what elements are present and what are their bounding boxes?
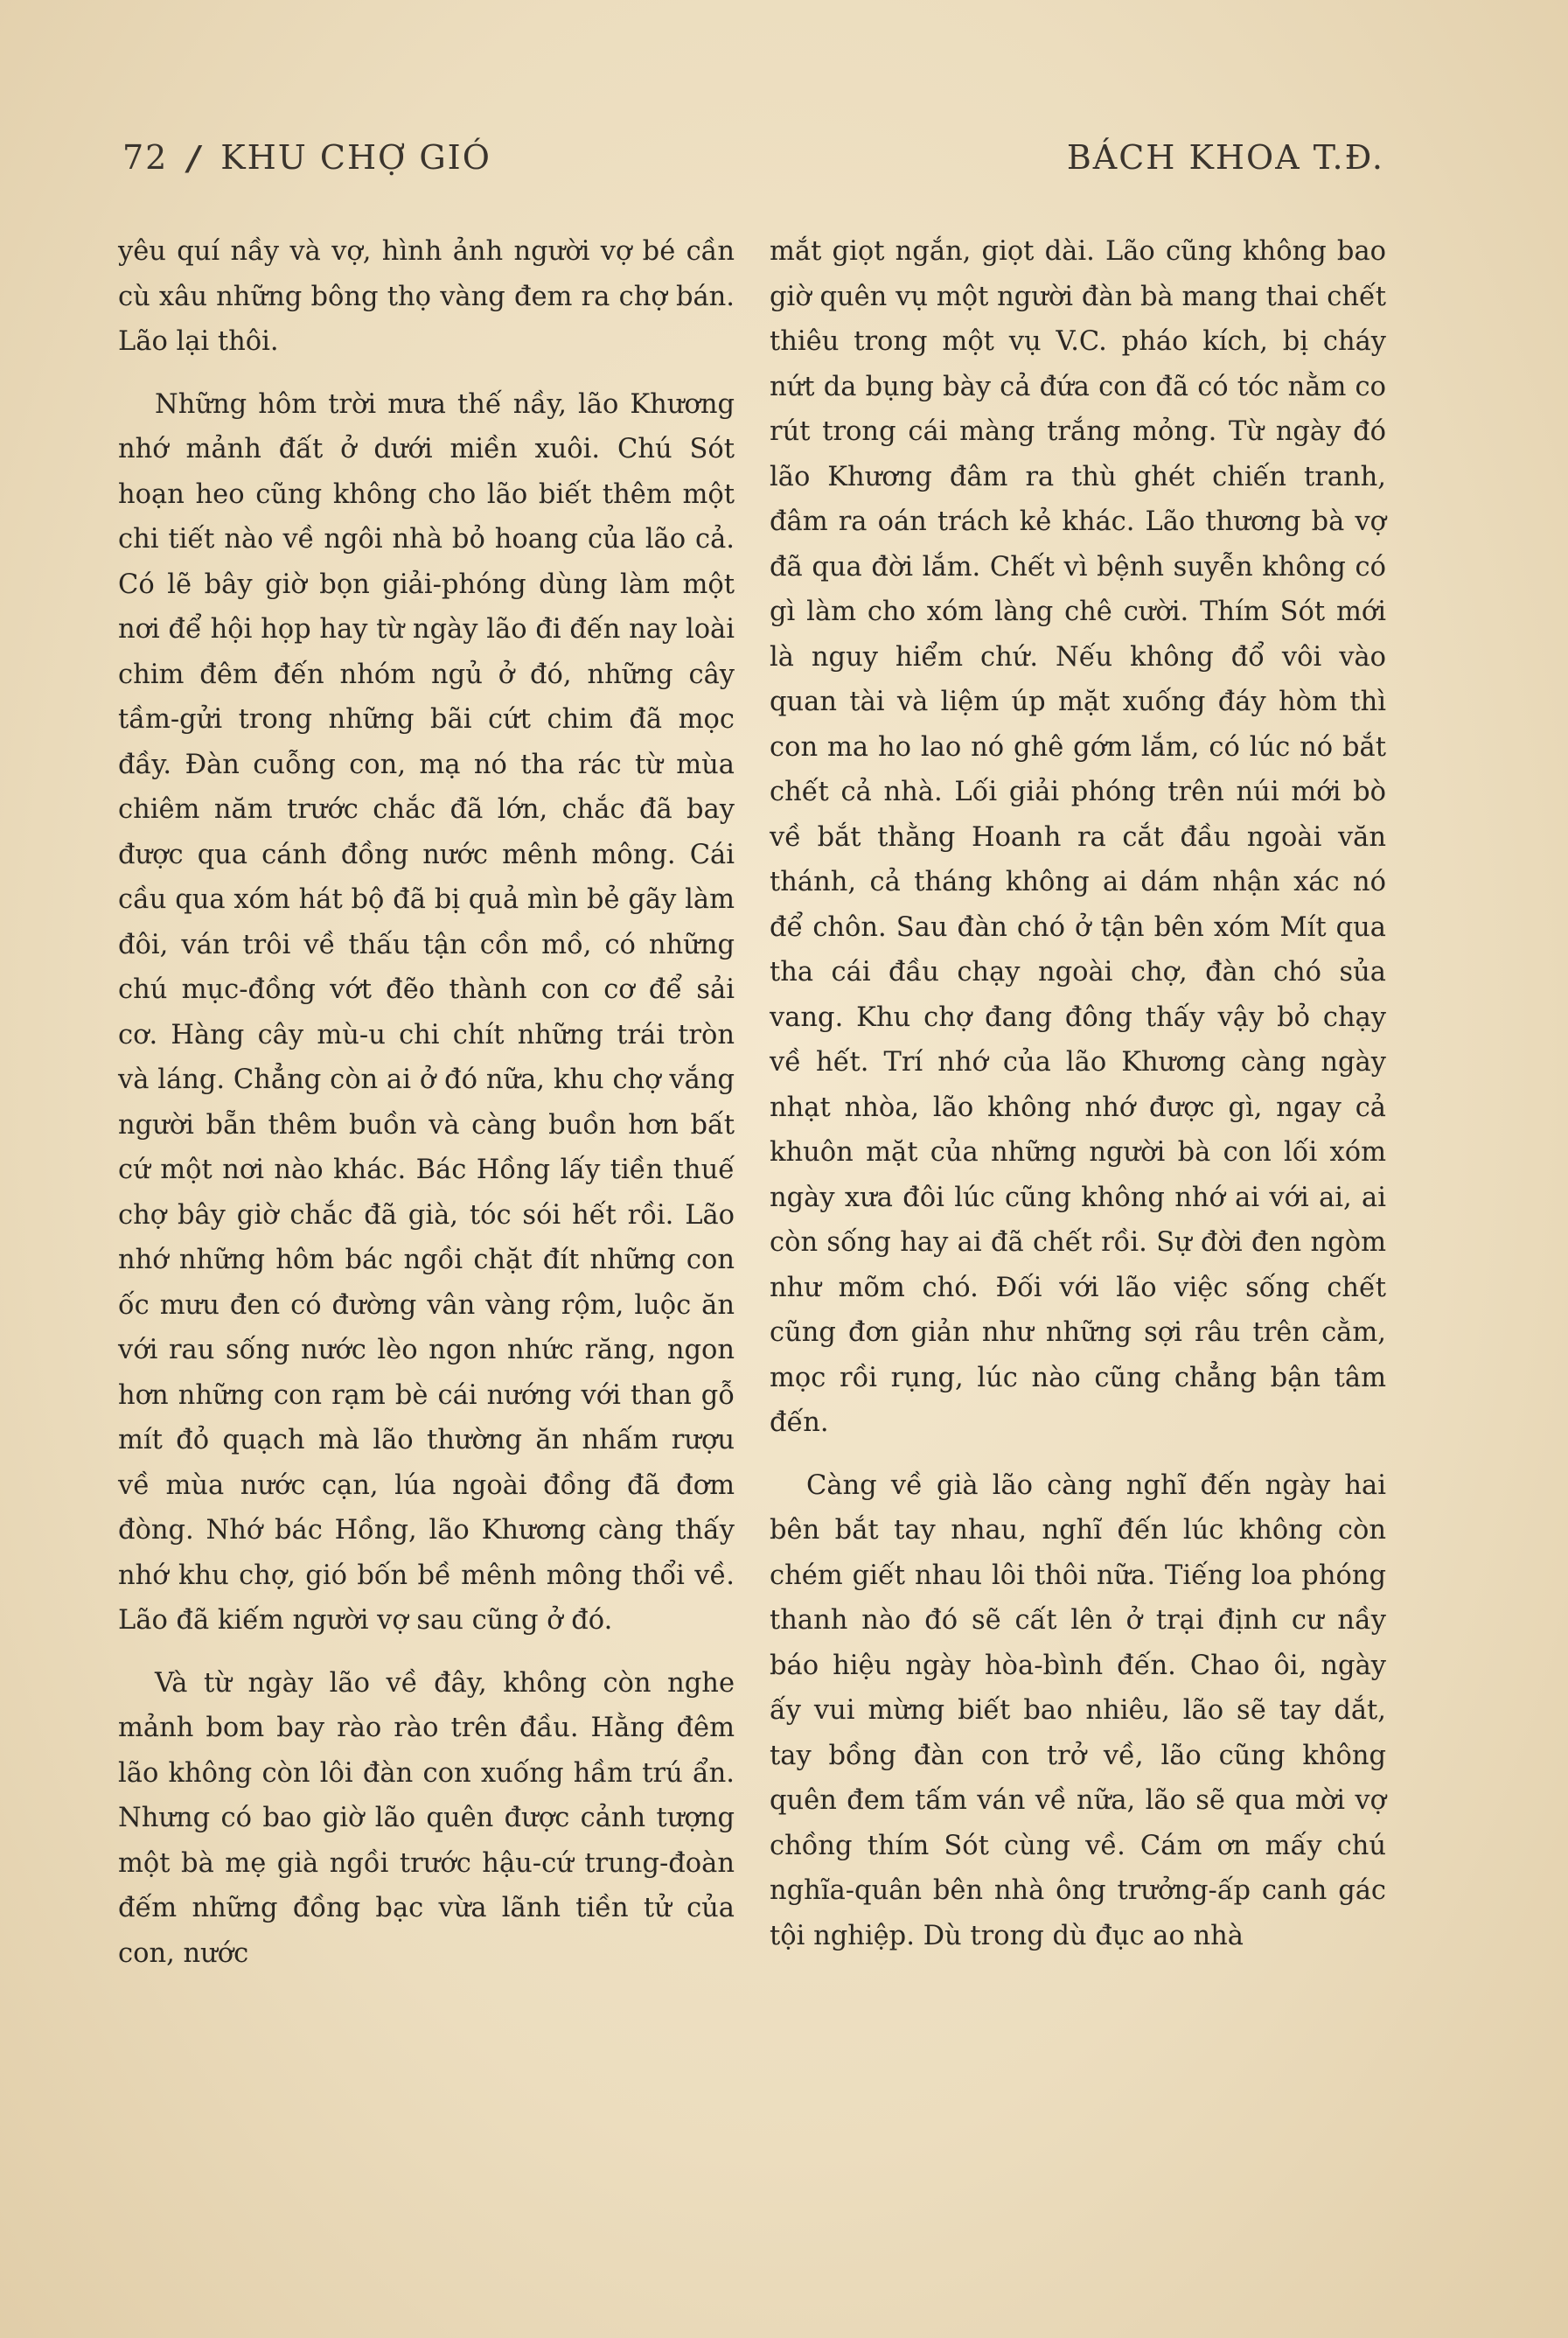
paragraph: Càng về già lão càng nghĩ đến ngày hai bên bắt tay nhau, nghĩ đến lúc không còn chém giết nhau lôi thôi nữa. Tiếng loa phóng thanh nào đó sẽ cất lên ở trại định cư nầy báo hiệu ngày hòa-bình đến. Chao ôi, ngày ấy vui mừng biết bao nhiêu, lão sẽ tay dắt, tay bồng đàn con trở về, lão cũng không quên đem tấm ván về nữa, lão sẽ qua mời vợ chồng thím Sót cùng về. Cám ơn mấy chú nghĩa-quân bên nhà ông trưởng-ấp canh gác tội nghiệp. Dù trong dù đục ao nhà: [770, 1469, 1386, 1951]
header-left: [122, 138, 491, 178]
page-number: 72: [122, 138, 169, 177]
paragraph: Và từ ngày lão về đây, không còn nghe mảnh bom bay rào rào trên đầu. Hằng đêm lão không còn lôi đàn con xuống hầm trú ẩn. Nhưng có bao giờ lão quên được cảnh tượng một bà mẹ già ngồi trước hậu-cứ trung-đoàn đếm những đồng bạc vừa lãnh tiền tử của con, nước: [118, 1667, 735, 1969]
running-header: [122, 131, 1384, 184]
paragraph: Những hôm trời mưa thế nầy, lão Khương nhớ mảnh đất ở dưới miền xuôi. Chú Sót hoạn heo cũng không cho lão biết thêm một chi tiết nào về ngôi nhà bỏ hoang của lão cả. Có lẽ bây giờ bọn giải-phóng dùng làm một nơi để hội họp hay từ ngày lão đi đến nay loài chim đêm đến nhóm ngủ ở đó, những cây tầm-gửi trong những bãi cứt chim đã mọc đầy. Đàn cuỗng con, mạ nó tha rác từ mùa chiêm năm trước chắc đã lớn, chắc đã bay được qua cánh đồng nước mênh mông. Cái cầu qua xóm hát bộ đã bị quả mìn bẻ gãy làm đôi, ván trôi về thấu tận cồn mồ, có những chú mục-đồng vớt đẽo thành con cơ để sải cơ. Hàng cây mù-u chi chít những trái tròn và láng. Chẳng còn ai ở đó nữa, khu chợ vắng người bẵn thêm buồn và càng buồn hơn bất cứ một nơi nào khác. Bác Hồng lấy tiền thuế chợ bây giờ chắc đã già, tóc sói hết rồi. Lão nhớ những hôm bác ngồi chặt đít những con ốc mưu đen có đường vân vàng rộm, luộc ăn với rau sống nước lèo ngon nhức răng, ngon hơn những con rạm bè cái nướng với than gỗ mít đỏ quạch mà lão thường ăn nhấm rượu về mùa nước cạn, lúa ngoài đồng đã đơm đòng. Nhớ bác Hồng, lão Khương càng thấy nhớ khu chợ, gió bốn bề mênh mông thổi về. Lão đã kiếm người vợ sau cũng ở đó.: [118, 388, 735, 1636]
header-separator: /: [187, 137, 202, 178]
header-right: [1067, 138, 1384, 177]
paragraph: yêu quí nầy và vợ, hình ảnh người vợ bé cần cù xâu những bông thọ vàng đem ra chợ bán. Lão lại thôi.: [118, 236, 735, 357]
right-column: [770, 229, 1386, 1958]
paragraph: mắt giọt ngắn, giọt dài. Lão cũng không bao giờ quên vụ một người đàn bà mang thai chết thiêu trong một vụ V.C. pháo kích, bị cháy nứt da bụng bày cả đứa con đã có tóc nằm co rút trong cái màng trắng mỏng. Từ ngày đó lão Khương đâm ra thù ghét chiến tranh, đâm ra oán trách kẻ khác. Lão thương bà vợ đã qua đời lắm. Chết vì bệnh suyễn không có gì làm cho xóm làng chê cười. Thím Sót mới là nguy hiểm chứ. Nếu không đổ vôi vào quan tài và liệm úp mặt xuống đáy hòm thì con ma ho lao nó ghê gớm lắm, có lúc nó bắt chết cả nhà. Lối giải phóng trên núi mới bò về bắt thằng Hoanh ra cắt đầu ngoài văn thánh, cả tháng không ai dám nhận xác nó để chôn. Sau đàn chó ở tận bên xóm Mít qua tha cái đầu chạy ngoài chợ, đàn chó sủa vang. Khu chợ đang đông thấy vậy bỏ chạy về hết. Trí nhớ của lão Khương càng ngày nhạt nhòa, lão không nhớ được gì, ngay cả khuôn mặt của những người bà con lối xóm ngày xưa đôi lúc cũng không nhớ ai với ai, ai còn sống hay ai đã chết rồi. Sự đời đen ngòm như mõm chó. Đối với lão việc sống chết cũng đơn giản như những sợi râu trên cằm, mọc rồi rụng, lúc nào cũng chẳng bận tâm đến.: [770, 236, 1386, 1438]
issue-mark: T.Đ.: [1313, 138, 1384, 177]
left-column: [118, 229, 735, 1976]
publication-name: BÁCH KHOA: [1066, 138, 1301, 177]
section-title: KHU CHỢ GIÓ: [220, 138, 491, 177]
